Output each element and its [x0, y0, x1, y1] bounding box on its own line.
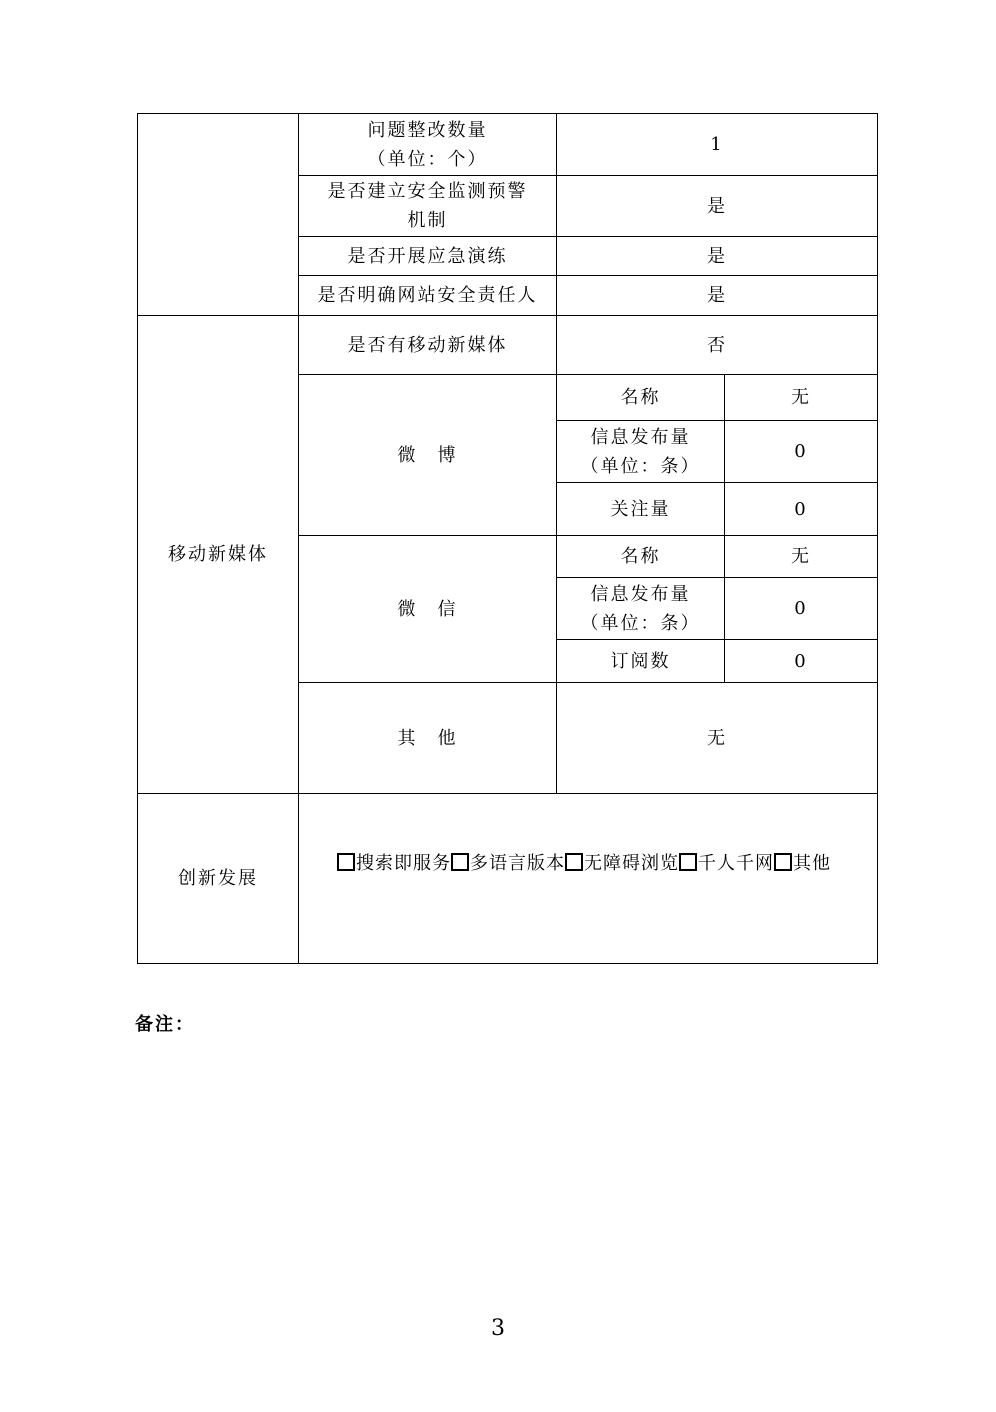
monitoring-label: 是否建立安全监测预警 机制 [299, 176, 557, 237]
wechat-posts-value: 0 [725, 578, 878, 640]
option-accessibility[interactable]: 无障碍浏览 [565, 853, 679, 874]
wechat-name-label: 名称 [557, 536, 725, 578]
option-personalized[interactable]: 千人千网 [679, 853, 774, 874]
wechat-label: 微 信 [299, 536, 557, 683]
weibo-label: 微 博 [299, 375, 557, 536]
innovation-label: 创新发展 [138, 794, 299, 964]
wechat-posts-label: 信息发布量 （单位：条） [557, 578, 725, 640]
innovation-options [299, 794, 878, 964]
innovation-options-line [337, 849, 877, 878]
has-media-label: 是否有移动新媒体 [299, 316, 557, 375]
other-media-value: 无 [557, 683, 878, 794]
weibo-name-value: 无 [725, 375, 878, 421]
weibo-followers-value: 0 [725, 483, 878, 536]
drill-value: 是 [557, 237, 878, 276]
page-number: 3 [491, 1316, 505, 1341]
wechat-subscribers-value: 0 [725, 640, 878, 683]
checkbox-icon[interactable] [565, 853, 583, 871]
drill-label: 是否开展应急演练 [299, 237, 557, 276]
weibo-posts-value: 0 [725, 421, 878, 483]
weibo-name-label: 名称 [557, 375, 725, 421]
security-category-cell [138, 114, 299, 316]
checkbox-icon[interactable] [679, 853, 697, 871]
wechat-subscribers-label: 订阅数 [557, 640, 725, 683]
option-search-service[interactable]: 搜索即服务 [337, 853, 451, 874]
option-other[interactable]: 其他 [774, 853, 831, 874]
weibo-followers-label: 关注量 [557, 483, 725, 536]
rectification-value: 1 [557, 114, 878, 176]
responsible-label: 是否明确网站安全责任人 [299, 276, 557, 316]
rectification-label: 问题整改数量 （单位：个） [299, 114, 557, 176]
report-table [137, 113, 878, 964]
mobile-media-section-label: 移动新媒体 [138, 316, 299, 794]
weibo-posts-label: 信息发布量 （单位：条） [557, 421, 725, 483]
table-row [138, 794, 878, 964]
option-multilingual[interactable]: 多语言版本 [451, 853, 565, 874]
has-media-value: 否 [557, 316, 878, 375]
checkbox-icon[interactable] [451, 853, 469, 871]
remarks-label: 备注： [135, 1014, 195, 1035]
monitoring-value: 是 [557, 176, 878, 237]
table-row [138, 316, 878, 375]
checkbox-icon[interactable] [774, 853, 792, 871]
checkbox-icon[interactable] [337, 853, 355, 871]
other-media-label: 其 他 [299, 683, 557, 794]
responsible-value: 是 [557, 276, 878, 316]
table-row [138, 114, 878, 176]
wechat-name-value: 无 [725, 536, 878, 578]
